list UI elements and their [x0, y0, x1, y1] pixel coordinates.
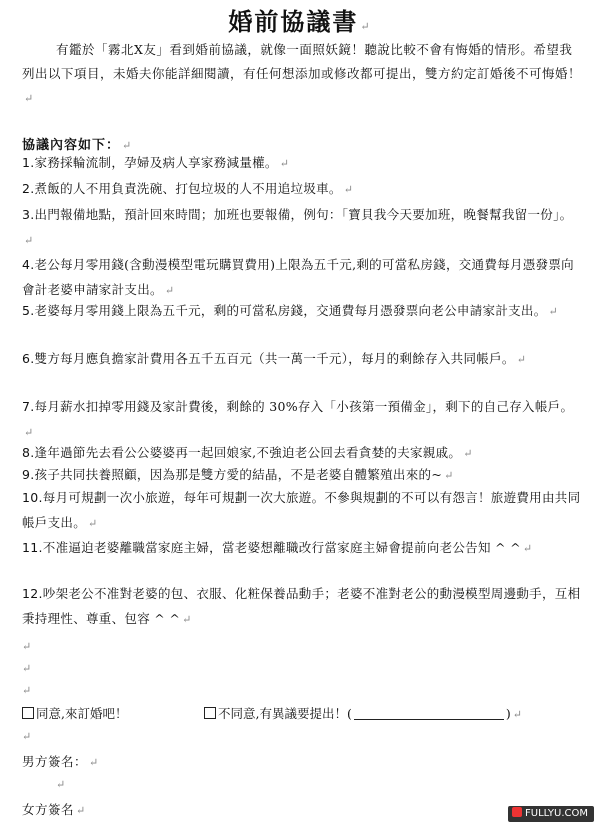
agreement-item	[22, 535, 582, 561]
item-text: 老婆每月零用錢上限為五千元，剩的可當私房錢，交通費每月憑發票向老公申請家計支出。	[34, 303, 547, 318]
paragraph-mark-icon: ↵	[360, 20, 372, 33]
agreement-item	[22, 485, 582, 536]
item-number: 10.	[22, 490, 43, 505]
item-number: 3.	[22, 207, 35, 222]
item-number: 9.	[22, 467, 35, 482]
paragraph-mark-icon: ↵	[22, 640, 32, 653]
watermark-logo-icon	[512, 807, 522, 817]
heading-text: 協議內容如下：	[22, 138, 121, 153]
intro-text: 有鑑於「霧北X友」看到婚前協議，就像一面照妖鏡！聽說比較不會有悔婚的情形。希望我列出以下項目，未婚夫你能詳細閱讀，有任何想添加或修改都可提出，雙方約定訂婚後不可悔婚！	[22, 42, 582, 81]
agree-label: 同意,來訂婚吧！	[36, 706, 128, 721]
agreement-item	[22, 346, 582, 372]
item-text: 不准逼迫老婆離職當家庭主婦，當老婆想離職改行當家庭主婦會提前向老公告知 ^ ^	[42, 540, 521, 555]
item-number: 5.	[22, 303, 35, 318]
male-signature-line[interactable]	[22, 752, 99, 770]
paragraph-mark-icon: ↵	[22, 684, 32, 697]
paragraph-mark-icon: ↵	[463, 447, 473, 460]
paragraph-mark-icon: ↵	[548, 305, 559, 318]
paragraph-mark-icon: ↵	[56, 778, 66, 791]
agreement-item	[22, 150, 582, 176]
item-text: 煮飯的人不用負責洗碗、打包垃圾的人不用追垃圾車。	[34, 181, 342, 196]
agreement-item	[22, 176, 582, 202]
paragraph-mark-icon: ↵	[24, 92, 34, 105]
item-text: 逢年過節先去看公公婆婆再一起回娘家,不強迫老公回去看貪婪的夫家親戚。	[34, 445, 462, 460]
agreement-item	[22, 394, 582, 445]
paragraph-mark-icon: ↵	[89, 756, 99, 769]
consent-options	[22, 704, 582, 722]
paragraph-mark-icon: ↵	[164, 284, 175, 297]
watermark-text: FULLYU.COM	[525, 808, 588, 819]
paragraph-mark-icon: ↵	[444, 469, 454, 482]
item-text: 吵架老公不准對老婆的包、衣服、化粧保養品動手；老婆不准對老公的動漫模型周邊動手，互相秉持理性、尊重、包容 ^ ^	[22, 586, 581, 626]
paragraph-mark-icon: ↵	[22, 730, 32, 743]
item-text: 每月可規劃一次小旅遊，每年可規劃一次大旅遊。不參與規劃的不可以有怨言！旅遊費用由共同帳戶支出。	[22, 490, 581, 530]
item-number: 8.	[22, 445, 35, 460]
item-text: 家務採輪流制，孕婦及病人享家務減量權。	[34, 155, 278, 170]
objection-input-line[interactable]	[354, 707, 504, 720]
paragraph-mark-icon: ↵	[512, 708, 522, 721]
item-text: 孩子共同扶養照顧，因為那是雙方愛的結晶，不是老婆自體繁殖出來的~	[34, 467, 443, 482]
male-signature-label: 男方簽名：	[22, 754, 88, 769]
paragraph-mark-icon: ↵	[516, 353, 527, 366]
item-text: 老公每月零用錢(含動漫模型電玩購買費用)上限為五千元,剩的可當私房錢，交通費每月憑發票向會計老婆申請家計支出。	[22, 257, 574, 297]
paragraph-mark-icon: ↵	[343, 183, 354, 196]
item-text: 出門報備地點，預計回來時間；加班也要報備，例句：「寶貝我今天要加班，晚餐幫我留一份」。	[34, 207, 573, 222]
disagree-close-paren: )	[505, 706, 511, 721]
document-title	[0, 2, 600, 37]
watermark	[508, 806, 594, 822]
checkbox-icon[interactable]	[22, 707, 34, 719]
paragraph-mark-icon: ↵	[24, 234, 34, 247]
item-number: 11.	[22, 540, 43, 555]
paragraph-mark-icon: ↵	[88, 517, 98, 530]
agreement-item	[22, 298, 582, 324]
item-number: 12.	[22, 586, 43, 601]
paragraph-mark-icon: ↵	[182, 613, 192, 626]
item-number: 2.	[22, 181, 35, 196]
paragraph-mark-icon: ↵	[24, 426, 34, 439]
paragraph-mark-icon: ↵	[122, 139, 133, 152]
agreement-item	[22, 581, 582, 632]
item-number: 1.	[22, 155, 35, 170]
checkbox-icon[interactable]	[204, 707, 216, 719]
paragraph-mark-icon: ↵	[22, 662, 32, 675]
item-number: 6.	[22, 351, 35, 366]
paragraph-mark-icon: ↵	[522, 542, 533, 555]
agreement-item	[22, 252, 582, 303]
title-text: 婚前協議書	[228, 7, 359, 36]
item-text: 每月薪水扣掉零用錢及家計費後，剩餘的 30%存入「小孩第一預備金」，剩下的自己存入帳戶。	[34, 399, 574, 414]
female-signature-label: 女方簽名	[22, 802, 75, 817]
item-text: 雙方每月應負擔家計費用各五千五百元（共一萬一千元），每月的剩餘存入共同帳戶。	[34, 351, 515, 366]
agreement-item	[22, 202, 582, 253]
intro-paragraph	[22, 38, 582, 111]
item-number: 4.	[22, 257, 35, 272]
agree-option[interactable]	[22, 706, 127, 721]
paragraph-mark-icon: ↵	[279, 157, 290, 170]
disagree-label: 不同意,有異議要提出！(	[218, 706, 352, 721]
female-signature-line[interactable]	[22, 800, 86, 818]
item-number: 7.	[22, 399, 35, 414]
disagree-option[interactable]	[204, 704, 522, 722]
paragraph-mark-icon: ↵	[76, 804, 86, 817]
